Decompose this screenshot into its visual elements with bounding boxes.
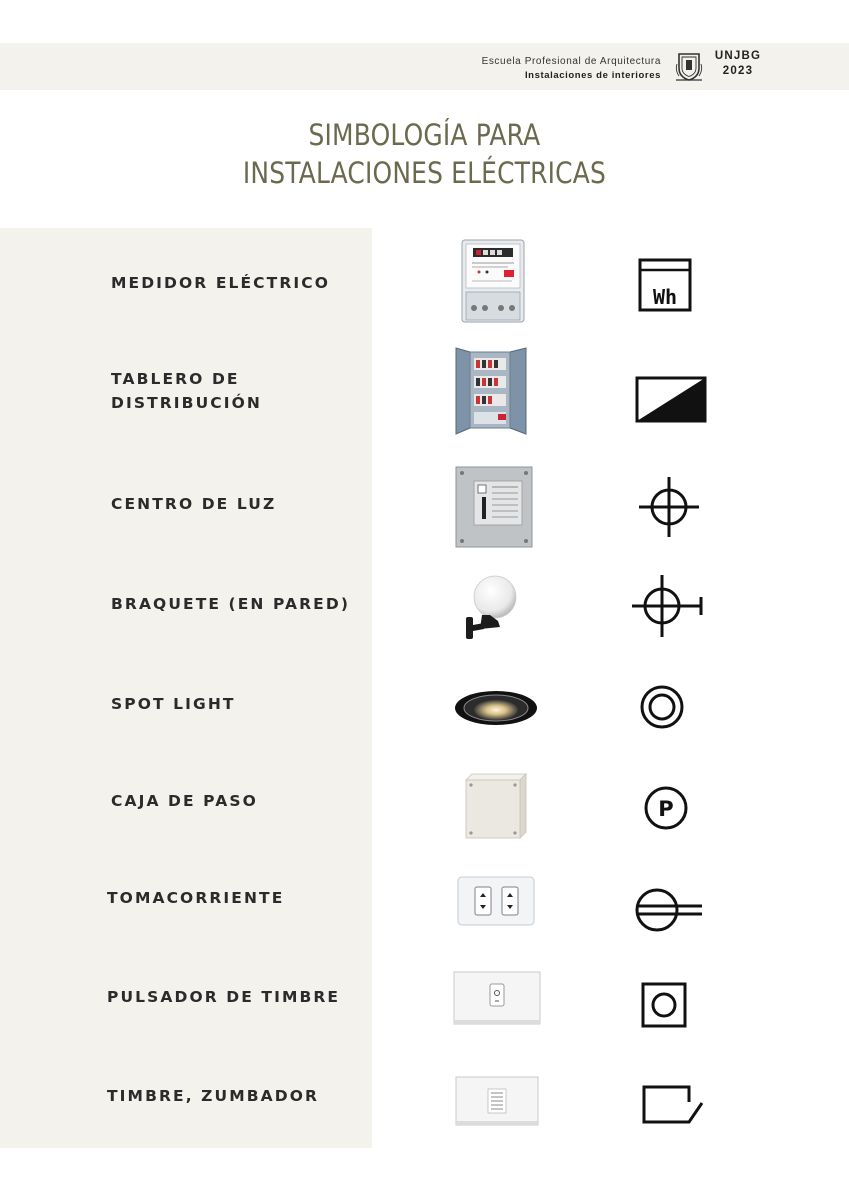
- row-spot-light: [0, 655, 849, 753]
- square-circle-icon: [612, 952, 712, 1042]
- item-label: CAJA DE PASO: [111, 792, 258, 810]
- university-seal-icon: [675, 50, 703, 82]
- doorbell-push-button-photo: [446, 952, 546, 1042]
- row-braquete: [0, 555, 849, 653]
- electric-meter-photo: [446, 238, 546, 328]
- breaker-panel-photo: [446, 459, 546, 549]
- item-label: TIMBRE, ZUMBADOR: [107, 1087, 320, 1105]
- diagonal-split-rectangle-icon: [612, 346, 712, 436]
- junction-box-photo: [446, 756, 546, 846]
- circle-crosshair-icon: [612, 459, 712, 549]
- school-info: [482, 55, 661, 82]
- header-band: [0, 43, 849, 90]
- item-label: TOMACORRIENTE: [107, 889, 285, 907]
- meter-wh-symbol-icon: [612, 238, 712, 328]
- row-timbre-zumbador: [0, 1047, 849, 1145]
- university-block: [708, 49, 768, 79]
- item-label: CENTRO DE LUZ: [111, 495, 277, 513]
- item-label: SPOT LIGHT: [111, 695, 236, 713]
- symbol-text: Wh: [652, 285, 678, 309]
- row-pulsador-timbre: [0, 948, 849, 1046]
- circle-p-icon: [612, 756, 712, 846]
- double-circle-icon: [612, 659, 712, 749]
- square-tail-icon: [612, 1051, 712, 1141]
- page-title: [59, 116, 789, 192]
- row-tablero: [0, 342, 849, 440]
- course-name: Instalaciones de interiores: [524, 70, 661, 81]
- row-tomacorriente: [0, 849, 849, 947]
- circle-double-line-icon: [612, 853, 712, 943]
- university-name: UNJBG: [714, 50, 762, 62]
- row-caja-paso: [0, 752, 849, 850]
- year: 2023: [722, 65, 754, 77]
- symbol-text: P: [658, 797, 674, 821]
- title-line-1: SIMBOLOGÍA PARA: [308, 118, 541, 152]
- double-outlet-photo: [446, 853, 546, 943]
- recessed-spot-light-photo: [446, 659, 546, 749]
- item-label: PULSADOR DE TIMBRE: [107, 988, 341, 1006]
- row-medidor: [0, 234, 849, 332]
- item-label: MEDIDOR ELÉCTRICO: [111, 274, 330, 292]
- row-centro-luz: [0, 455, 849, 553]
- item-label: TABLERO DE DISTRIBUCIÓN: [111, 370, 262, 412]
- globe-wall-light-photo: [446, 559, 546, 649]
- school-name: Escuela Profesional de Arquitectura: [481, 56, 661, 67]
- title-line-2: INSTALACIONES ELÉCTRICAS: [242, 156, 606, 190]
- distribution-board-photo: [446, 346, 546, 436]
- circle-crosshair-wall-icon: [612, 559, 712, 649]
- buzzer-plate-photo: [446, 1051, 546, 1141]
- item-label: BRAQUETE (EN PARED): [111, 595, 351, 613]
